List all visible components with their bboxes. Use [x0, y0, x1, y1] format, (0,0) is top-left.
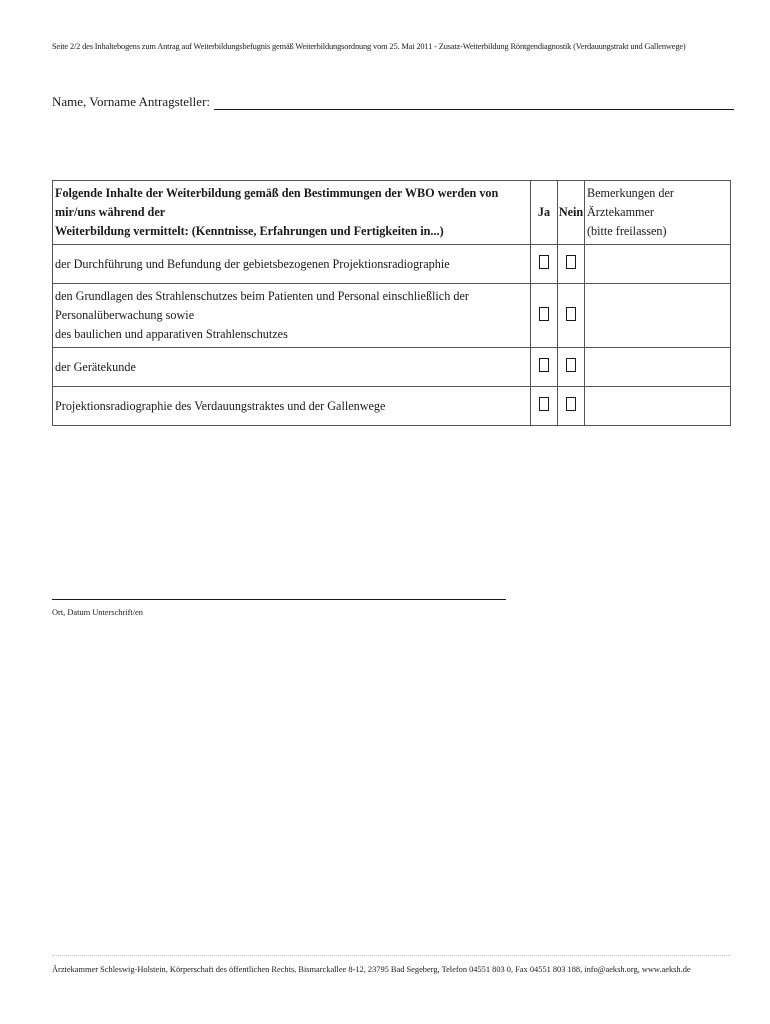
yes-cell	[531, 387, 558, 426]
remarks-cell	[585, 348, 731, 387]
table-header-line-2: Weiterbildung vermittelt: (Kenntnisse, Erfahrungen und Fertigkeiten in...)	[55, 224, 444, 238]
yes-checkbox[interactable]	[539, 307, 549, 321]
yes-cell	[531, 348, 558, 387]
table-header-row	[53, 181, 731, 245]
no-cell	[558, 348, 585, 387]
no-cell	[558, 245, 585, 284]
applicant-name-field[interactable]	[214, 94, 734, 110]
page-footer: Ärztekammer Schleswig-Holstein, Körperschaft des öffentlichen Rechts, Bismarckallee 8-12, 23795 Bad Segeberg, Telefon 04551 803 0, Fax 04551 803 188, info@aeksh.org, www.aeksh.de	[52, 965, 691, 974]
column-header-no: Nein	[558, 181, 585, 245]
yes-cell	[531, 245, 558, 284]
yes-checkbox[interactable]	[539, 397, 549, 411]
page-header: Seite 2/2 des Inhaltebogens zum Antrag auf Weiterbildungsbefugnis gemäß Weiterbildungsordnung vom 25. Mai 2011 - Zusatz-Weiterbildung Röntgendiagnostik (Verdauungstrakt und Gallenwege)	[52, 42, 686, 51]
signature-line[interactable]	[52, 599, 506, 600]
no-checkbox[interactable]	[566, 307, 576, 321]
remarks-cell	[585, 284, 731, 348]
no-checkbox[interactable]	[566, 397, 576, 411]
no-cell	[558, 387, 585, 426]
table-row	[53, 284, 731, 348]
row-text: der Gerätekunde	[53, 348, 531, 387]
yes-checkbox[interactable]	[539, 358, 549, 372]
row-text: der Durchführung und Befundung der gebietsbezogenen Projektionsradiographie	[53, 245, 531, 284]
table-row	[53, 348, 731, 387]
training-content-table	[52, 180, 731, 426]
table-row	[53, 387, 731, 426]
applicant-name-row	[52, 92, 734, 110]
column-header-remarks	[585, 181, 731, 245]
column-header-remarks-line-1: Bemerkungen der Ärztekammer	[587, 186, 674, 219]
footer-divider	[52, 955, 731, 956]
row-text-line-2: des baulichen und apparativen Strahlenschutzes	[55, 327, 288, 341]
yes-cell	[531, 284, 558, 348]
signature-label: Ort, Datum Unterschrift/en	[52, 608, 143, 617]
no-checkbox[interactable]	[566, 255, 576, 269]
no-checkbox[interactable]	[566, 358, 576, 372]
remarks-cell	[585, 387, 731, 426]
column-header-remarks-line-2: (bitte freilassen)	[587, 224, 667, 238]
table-row	[53, 245, 731, 284]
no-cell	[558, 284, 585, 348]
row-text-line-1: den Grundlagen des Strahlenschutzes beim Patienten und Personal einschließlich der Personalüberwachung sowie	[55, 289, 469, 322]
remarks-cell	[585, 245, 731, 284]
table-header-content	[53, 181, 531, 245]
yes-checkbox[interactable]	[539, 255, 549, 269]
table-header-line-1: Folgende Inhalte der Weiterbildung gemäß den Bestimmungen der WBO werden von mir/uns während der	[55, 186, 499, 219]
row-text: Projektionsradiographie des Verdauungstraktes und der Gallenwege	[53, 387, 531, 426]
applicant-name-label: Name, Vorname Antragsteller:	[52, 94, 211, 109]
row-text	[53, 284, 531, 348]
column-header-yes: Ja	[531, 181, 558, 245]
